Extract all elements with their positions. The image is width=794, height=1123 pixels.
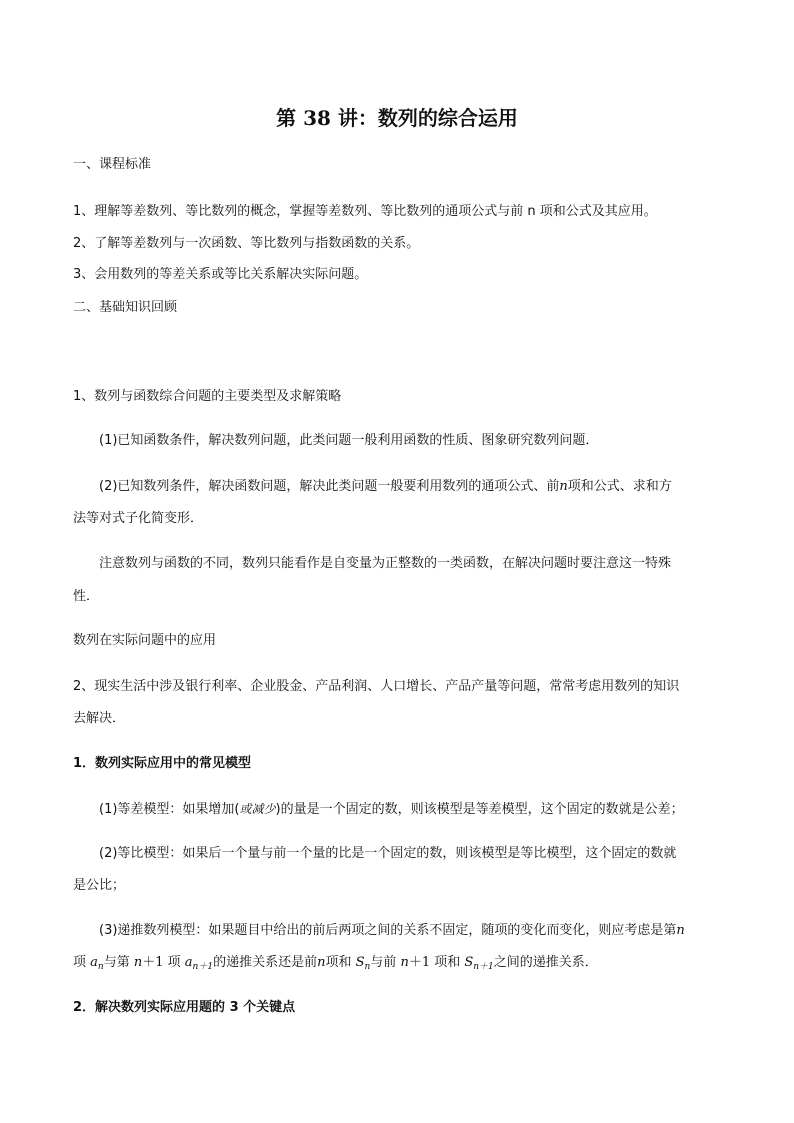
model-1-text-a: (1)等差模型：如果增加(	[99, 802, 240, 817]
math-n: n	[676, 923, 685, 938]
math-n: n	[133, 955, 143, 970]
application-heading: 数列在实际问题中的应用	[73, 633, 217, 648]
paragraph-3-line-1: 注意数列与函数的不同，数列只能看作是自变量为正整数的一类函数，在解决问题时要注意这一特殊	[99, 556, 672, 571]
math-n: n	[317, 955, 326, 970]
model-3-text-a: (3)递推数列模型：如果题目中给出的前后两项之间的关系不固定，随项的变化而变化，则应考虑是第	[99, 923, 677, 938]
model-1-text-b: 或减少	[239, 802, 276, 816]
paragraph-2-line-2: 法等对式子化简变形．	[73, 511, 204, 526]
paragraph-2-text-a: (2)已知数列条件，解决函数问题，解决此类问题一般要利用数列的通项公式、前	[99, 479, 560, 494]
math-plus-one: ＋1	[142, 955, 164, 970]
model-heading: 1．数列实际应用中的常见模型	[73, 756, 252, 771]
section-heading-standards: 一、课程标准	[73, 157, 152, 172]
standard-item-3: 3、会用数列的等差关系或等比关系解决实际问题。	[73, 267, 368, 282]
point-2-line-2: 去解决．	[73, 711, 126, 726]
point-1-heading: 1、数列与函数综合问题的主要类型及求解策略	[73, 389, 342, 404]
text: 与第	[103, 955, 134, 970]
text: 项	[163, 955, 185, 970]
paragraph-2-text-b: 项和公式、求和方	[567, 479, 672, 494]
paragraph-3-line-2: 性．	[73, 589, 100, 604]
math-sub-n: n	[97, 962, 104, 972]
math-a: a	[90, 955, 98, 970]
section-heading-review: 二、基础知识回顾	[73, 300, 178, 315]
model-1	[99, 801, 684, 818]
paragraph-1: (1)已知函数条件，解决数列问题，此类问题一般利用函数的性质、图象研究数列问题．	[99, 433, 599, 448]
standard-item-1: 1、理解等差数列、等比数列的概念，掌握等差数列、等比数列的通项公式与前 n 项和公式及其应用。	[73, 204, 657, 219]
math-sub-n: n	[364, 962, 371, 972]
text: 项和	[430, 955, 465, 970]
text: 与前	[370, 955, 401, 970]
model-1-text-c: )的量是一个固定的数，则该模型是等差模型，这个固定的数就是公差；	[275, 802, 684, 817]
math-plus-one: ＋1	[408, 955, 431, 970]
paragraph-2-line-1	[99, 479, 672, 495]
text: 项和	[325, 955, 356, 970]
math-n: n	[400, 955, 409, 970]
math-a: a	[184, 955, 193, 970]
text: 项	[73, 955, 91, 970]
text: 的递推关系还是前	[213, 955, 318, 970]
model-2-line-1: (2)等比模型：如果后一个量与前一个量的比是一个固定的数，则该模型是等比模型，这个固定的数就	[99, 846, 677, 861]
math-sub-n-plus-1: n＋1	[192, 962, 214, 972]
model-3-line-2	[73, 955, 598, 975]
model-2-line-2: 是公比；	[73, 878, 126, 893]
math-n: n	[559, 479, 568, 494]
math-S: S	[355, 955, 365, 970]
standard-item-2: 2、了解等差数列与一次函数、等比数列与指数函数的关系。	[73, 236, 420, 251]
point-2-line-1: 2、现实生活中涉及银行利率、企业股金、产品利润、人口增长、产品产量等问题，常常考虑用数列的知识	[73, 679, 680, 694]
key-points-heading: 2．解决数列实际应用题的 3 个关键点	[73, 1000, 296, 1015]
text: 之间的递推关系．	[493, 955, 598, 970]
math-S: S	[464, 955, 474, 970]
model-3-line-1	[99, 923, 685, 939]
math-sub-n-plus-1: n＋1	[473, 962, 494, 972]
page-title: 第 38 讲：数列的综合运用	[276, 106, 518, 130]
